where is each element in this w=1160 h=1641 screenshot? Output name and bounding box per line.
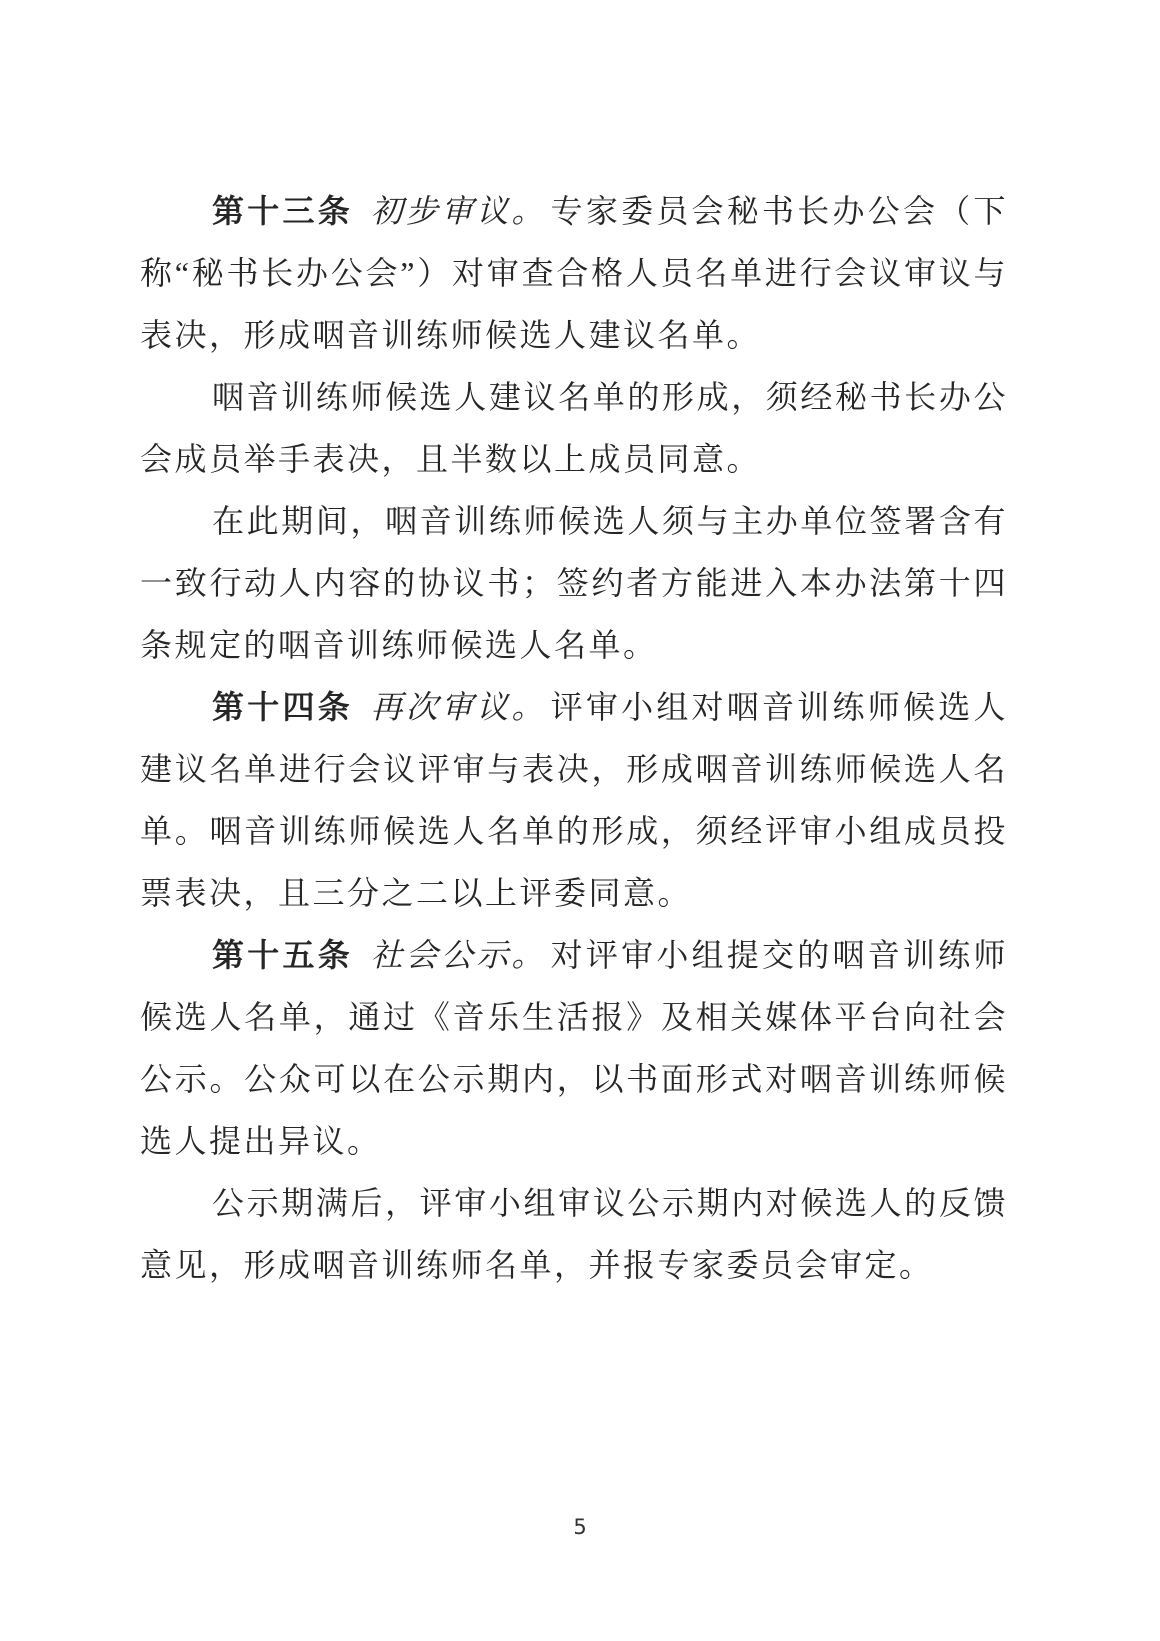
article-14-title: 再次审议。 (370, 689, 547, 725)
paragraph-agreement-rule (140, 490, 1008, 676)
article-15-text: 对评审小组提交的咽音训练师候选人名单，通过《音乐生活报》及相关媒体平台向社会公示。公众可以在公示期内，以书面形式对咽音训练师候选人提出异议。 (140, 937, 1008, 1159)
article-13-number: 第十三条 (212, 193, 353, 229)
paragraph-article-14 (140, 676, 1008, 924)
paragraph-agreement-rule-text: 在此期间，咽音训练师候选人须与主办单位签署含有一致行动人内容的协议书；签约者方能进入本办法第十四条规定的咽音训练师候选人名单。 (140, 503, 1008, 663)
article-14-text: 评审小组对咽音训练师候选人建议名单进行会议评审与表决，形成咽音训练师候选人名单。咽音训练师候选人名单的形成，须经评审小组成员投票表决，且三分之二以上评委同意。 (140, 689, 1008, 911)
article-14-number: 第十四条 (212, 689, 353, 725)
page-number: 5 (573, 1515, 587, 1539)
article-15-title: 社会公示。 (370, 937, 547, 973)
paragraph-publicity-followup (140, 1172, 1008, 1296)
article-13-title: 初步审议。 (370, 193, 547, 229)
paragraph-article-13 (140, 180, 1008, 366)
article-13-text: 专家委员会秘书长办公会（下称“秘书长办公会”）对审查合格人员名单进行会议审议与表决，形成咽音训练师候选人建议名单。 (140, 193, 1008, 353)
article-15-number: 第十五条 (212, 937, 353, 973)
paragraph-voting-rule-text: 咽音训练师候选人建议名单的形成，须经秘书长办公会成员举手表决，且半数以上成员同意。 (140, 379, 1008, 477)
paragraph-voting-rule (140, 366, 1008, 490)
paragraph-article-15 (140, 924, 1008, 1172)
paragraph-publicity-followup-text: 公示期满后，评审小组审议公示期内对候选人的反馈意见，形成咽音训练师名单，并报专家委员会审定。 (140, 1185, 1008, 1283)
document-body (140, 180, 1008, 1296)
